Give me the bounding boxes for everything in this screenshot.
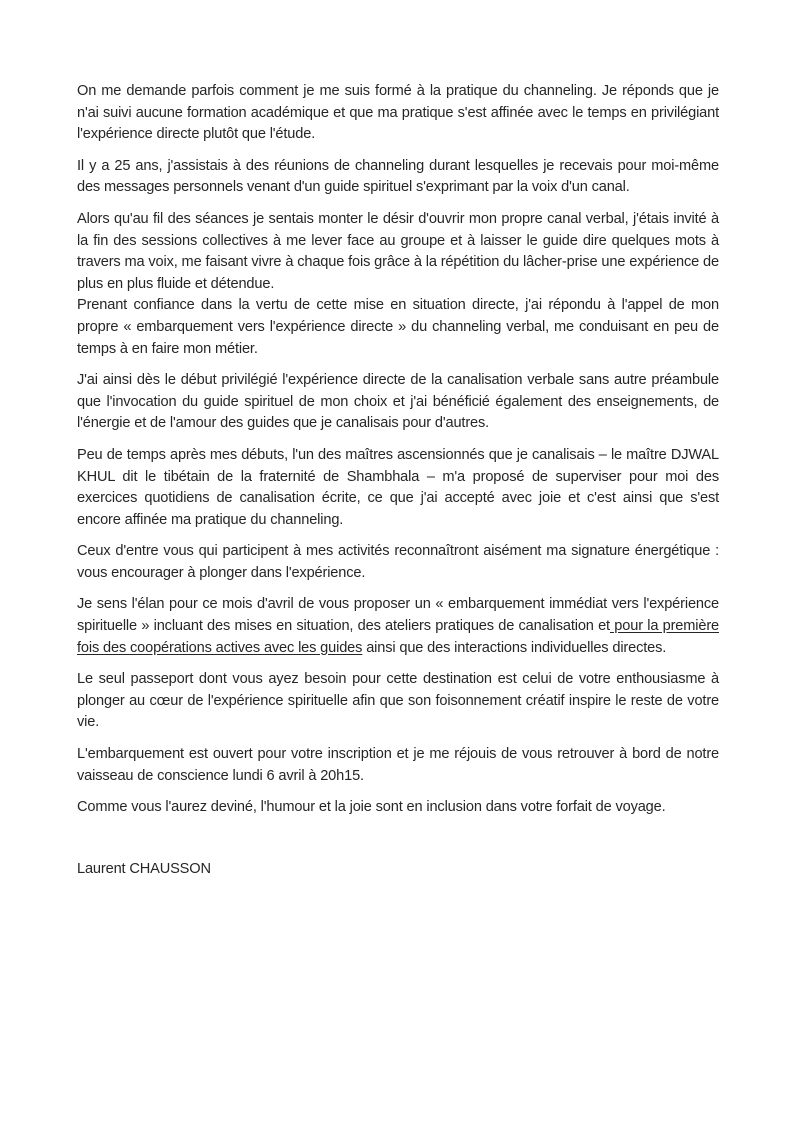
paragraph-embarquement: L'embarquement est ouvert pour votre inscription et je me réjouis de vous retrouver à bord de notre vaisseau de conscience lundi 6 avril à 20h15. (77, 746, 719, 784)
paragraph-25-ans: Il y a 25 ans, j'assistais à des réunions de channeling durant lesquelles je recevais pour moi-même des messages personnels venant d'un guide spirituel s'exprimant par la voix d'un canal. (77, 157, 719, 196)
paragraph-passeport: Le seul passeport dont vous ayez besoin pour cette destination est celui de votre enthousiasme à plonger au cœur de l'expérience spirituelle afin que son foisonnement créatif inspire le reste de votre vie. (77, 671, 719, 731)
underlined-cooperations: pour la première fois des coopérations actives avec les guides (77, 618, 720, 656)
paragraph-avril-before: Je sens l'élan pour ce mois d'avril de vous proposer un « embarquement immédiat vers l'expérience spirituelle » incluant des mises en situation, des ateliers pratiques de canalisation et (77, 596, 719, 635)
paragraph-seances: Alors qu'au fil des séances je sentais monter le désir d'ouvrir mon propre canal verbal, j'étais invité à la fin des sessions collectives à me lever face au groupe et à laisser le guide dire quelques mots à travers ma voix, me faisant vivre à chaque fois grâce à la répétition du lâcher-prise une expérience de plus en plus fluide et détendue. (77, 210, 719, 292)
document-page (77, 81, 719, 890)
paragraph-debut: J'ai ainsi dès le début privilégié l'expérience directe de la canalisation verbale sans autre préambule que l'invocation du guide spirituel de mon choix et j'ai bénéficié également des enseignements, de l'énergie et de l'amour des guides que je canalisais pour d'autres. (77, 372, 719, 432)
paragraph-avril-after: ainsi que des interactions individuelles directes. (362, 639, 667, 656)
signature: Laurent CHAUSSON (77, 860, 211, 877)
paragraph-formation: On me demande parfois comment je me suis formé à la pratique du channeling. Je réponds que je n'ai suivi aucune formation académique et que ma pratique s'est affinée avec le temps en privilégiant l'expérience directe plutôt que l'étude. (77, 83, 719, 143)
paragraph-humour: Comme vous l'aurez deviné, l'humour et la joie sont en inclusion dans votre forfait de voyage. (77, 799, 666, 816)
paragraph-signature-energetique: Ceux d'entre vous qui participent à mes activités reconnaîtront aisément ma signature énergétique : vous encourager à plonger dans l'expérience. (77, 543, 719, 581)
paragraph-djwal-khul: Peu de temps après mes débuts, l'un des maîtres ascensionnés que je canalisais – le maître DJWAL KHUL dit le tibétain de la fraternité de Shambhala – m'a proposé de superviser pour moi des exercices quotidiens de canalisation écrite, ce que j'ai accepté avec joie et c'est ainsi que s'est encore affinée ma pratique du channeling. (77, 446, 719, 528)
paragraph-confiance: Prenant confiance dans la vertu de cette mise en situation directe, j'ai répondu à l'appel de mon propre « embarquement vers l'expérience directe » du channeling verbal, me conduisant en peu de temps à en faire mon métier. (77, 297, 719, 357)
paragraph-avril (77, 594, 719, 659)
